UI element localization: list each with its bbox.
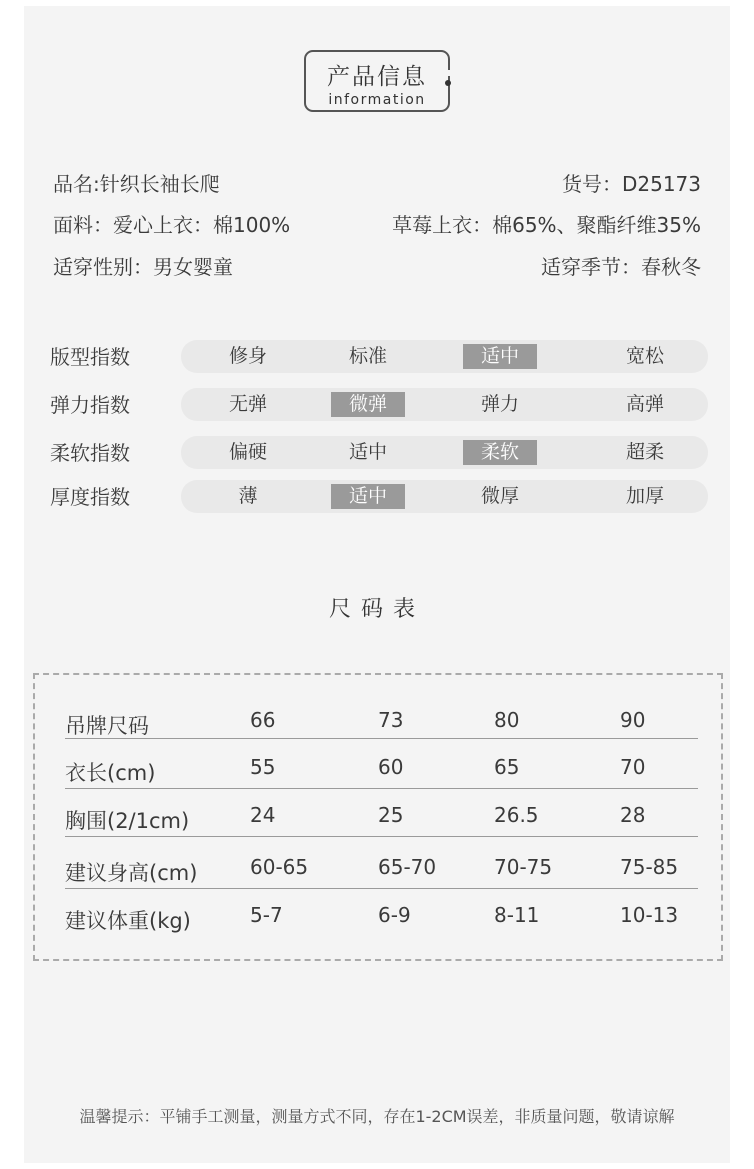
size-cell: 65 xyxy=(494,755,520,779)
index-label: 厚度指数 xyxy=(50,485,130,509)
index-option: 无弹 xyxy=(228,393,267,415)
table-divider xyxy=(65,738,698,739)
size-cell: 60-65 xyxy=(250,855,309,879)
size-cell: 5-7 xyxy=(250,903,283,927)
index-option-selected: 柔软 xyxy=(463,440,537,465)
size-cell: 25 xyxy=(378,803,404,827)
size-cell: 66 xyxy=(250,708,276,732)
index-scale xyxy=(181,436,708,469)
table-divider xyxy=(65,888,698,889)
index-option: 适中 xyxy=(348,441,387,463)
table-divider xyxy=(65,788,698,789)
index-scale xyxy=(181,340,708,373)
section-header-info xyxy=(304,50,450,112)
index-option: 弹力 xyxy=(480,393,519,415)
size-cell: 24 xyxy=(250,803,276,827)
index-option: 宽松 xyxy=(625,345,664,367)
index-option: 超柔 xyxy=(625,441,664,463)
index-option-selected: 适中 xyxy=(463,344,537,369)
size-cell: 80 xyxy=(494,708,520,732)
size-cell: 26.5 xyxy=(494,803,539,827)
index-label: 版型指数 xyxy=(50,345,130,369)
size-cell: 75-85 xyxy=(620,855,679,879)
size-cell: 55 xyxy=(250,755,276,779)
index-option: 修身 xyxy=(228,345,267,367)
index-label: 弹力指数 xyxy=(50,393,130,417)
index-option: 偏硬 xyxy=(228,441,267,463)
size-cell: 8-11 xyxy=(494,903,540,927)
size-cell: 90 xyxy=(620,708,646,732)
product-name: 品名:针织长袖长爬 xyxy=(53,172,220,196)
size-row-label: 建议体重(kg) xyxy=(65,909,191,933)
size-row-label: 胸围(2/1cm) xyxy=(65,809,190,833)
index-scale xyxy=(181,480,708,513)
size-row-label: 建议身高(cm) xyxy=(65,861,198,885)
index-option: 薄 xyxy=(238,485,258,507)
gender-info: 适穿性别：男女婴童 xyxy=(53,255,233,279)
index-option-selected: 微弹 xyxy=(331,392,405,417)
size-cell: 70-75 xyxy=(494,855,553,879)
size-cell: 73 xyxy=(378,708,404,732)
index-label: 柔软指数 xyxy=(50,441,130,465)
size-cell: 10-13 xyxy=(620,903,679,927)
product-sku: 货号：D25173 xyxy=(561,172,701,196)
header-subtitle: information xyxy=(328,92,426,108)
index-option: 标准 xyxy=(348,345,387,367)
size-cell: 60 xyxy=(378,755,404,779)
season-info: 适穿季节：春秋冬 xyxy=(541,255,701,279)
size-cell: 65-70 xyxy=(378,855,437,879)
header-title: 产品信息 xyxy=(327,64,427,90)
size-cell: 28 xyxy=(620,803,646,827)
fabric-right: 草莓上衣：棉65%、聚酯纤维35% xyxy=(392,213,701,237)
table-divider xyxy=(65,836,698,837)
size-chart-title: 尺码表 xyxy=(328,597,425,622)
index-scale xyxy=(181,388,708,421)
size-cell: 70 xyxy=(620,755,646,779)
size-row-label: 吊牌尺码 xyxy=(65,714,149,738)
index-option: 微厚 xyxy=(480,485,519,507)
index-option: 高弹 xyxy=(625,393,664,415)
fabric-left: 面料：爱心上衣：棉100% xyxy=(53,213,291,237)
dot-icon xyxy=(445,80,451,86)
measurement-tip: 温馨提示：平铺手工测量，测量方式不同，存在1-2CM误差，非质量问题，敬请谅解 xyxy=(79,1107,675,1126)
index-option-selected: 适中 xyxy=(331,484,405,509)
size-row-label: 衣长(cm) xyxy=(65,761,156,785)
size-cell: 6-9 xyxy=(378,903,411,927)
index-option: 加厚 xyxy=(625,485,664,507)
